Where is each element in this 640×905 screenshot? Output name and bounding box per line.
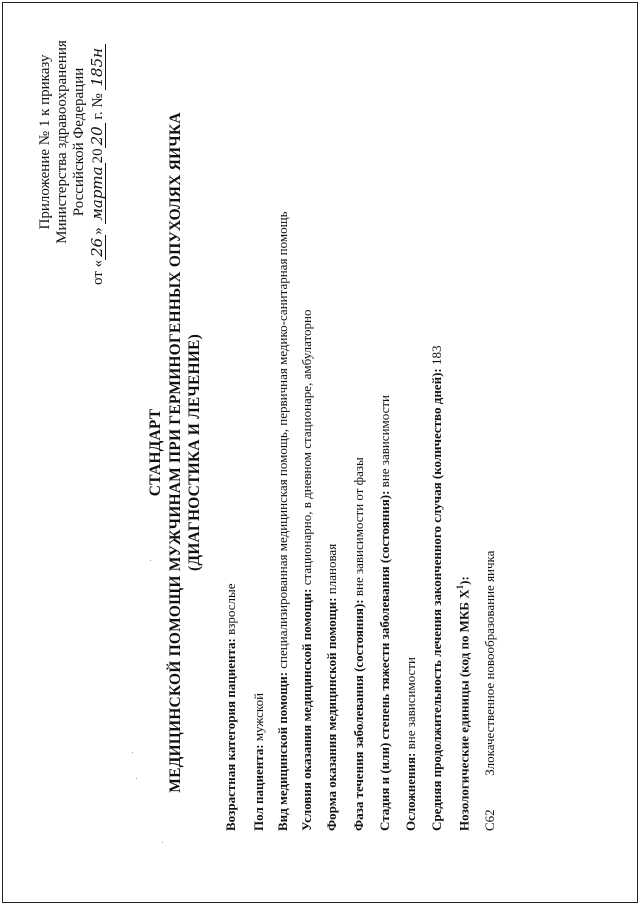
handwritten-month: марта bbox=[90, 163, 106, 223]
handwritten-day: 26 bbox=[90, 235, 106, 260]
document-title-line-2: (ДИАГНОСТИКА И ЛЕЧЕНИЕ) bbox=[186, 334, 203, 571]
field-age-category bbox=[224, 584, 237, 831]
field-disease-phase bbox=[352, 457, 365, 831]
year-prefix: 20 bbox=[90, 148, 106, 164]
field-value: 183 bbox=[429, 345, 444, 366]
field-sex bbox=[252, 693, 265, 831]
field-value: специализированная медицинская помощь, первичная медико-санитарная помощь bbox=[275, 211, 290, 669]
document-title-line-1: МЕДИЦИНСКОЙ ПОМОЩИ МУЖЧИНАМ ПРИ ГЕРМИНОГЕННЫХ ОПУХОЛЯХ ЯИЧКА bbox=[167, 112, 184, 793]
nosology-label: Нозологические единицы (код по МКБ X bbox=[456, 589, 472, 831]
field-value: вне зависимости bbox=[377, 395, 392, 488]
nosology-label-end: ): bbox=[456, 576, 472, 585]
field-label: Пол пациента: bbox=[251, 744, 266, 831]
field-label: Форма оказания медицинской помощи: bbox=[324, 597, 339, 831]
number-label: г. № bbox=[90, 93, 106, 120]
attachment-date-line bbox=[90, 44, 106, 285]
scan-speck bbox=[136, 778, 137, 779]
field-disease-stage bbox=[378, 395, 391, 831]
attachment-line-2: Министерства здравоохранения bbox=[54, 40, 70, 244]
field-label: Стадия и (или) степень тяжести заболевания (состояния): bbox=[377, 490, 392, 831]
handwritten-order-number: 185н bbox=[90, 44, 106, 90]
attachment-line-1: Приложение № 1 к приказу bbox=[37, 54, 53, 230]
icd-code: C62 bbox=[482, 809, 497, 831]
field-value: взрослые bbox=[223, 583, 238, 635]
field-care-form bbox=[325, 544, 338, 831]
field-average-duration bbox=[430, 346, 443, 831]
field-label: Вид медицинской помощи: bbox=[275, 671, 290, 831]
field-label: Фаза течения заболевания (состояния): bbox=[351, 599, 366, 831]
nosology-code-row bbox=[483, 551, 496, 831]
field-care-type bbox=[276, 211, 289, 831]
scan-speck bbox=[150, 560, 151, 561]
field-value: стационарно, в дневном стационаре, амбулаторно bbox=[299, 309, 314, 586]
icd-name: Злокачественное новообразование яичка bbox=[482, 550, 497, 776]
handwritten-year: 20 bbox=[90, 123, 106, 148]
field-value: вне зависимости bbox=[403, 657, 418, 750]
field-value: мужской bbox=[251, 692, 266, 742]
scan-speck bbox=[162, 842, 163, 843]
field-label: Условия оказания медицинской помощи: bbox=[299, 588, 314, 831]
date-mid: » bbox=[90, 227, 106, 235]
field-label: Возрастная категория пациента: bbox=[223, 638, 238, 831]
field-complications bbox=[404, 657, 417, 831]
field-care-conditions bbox=[300, 309, 313, 831]
scan-speck bbox=[132, 752, 133, 753]
date-prefix: от « bbox=[90, 259, 106, 285]
field-label: Средняя продолжительность лечения законченного случая (количество дней): bbox=[429, 368, 444, 831]
field-value: плановая bbox=[324, 543, 339, 595]
field-value: вне зависимости от фазы bbox=[351, 457, 366, 597]
standard-heading: СТАНДАРТ bbox=[147, 408, 164, 497]
nosology-heading bbox=[456, 576, 470, 831]
footnote-marker: 1 bbox=[455, 584, 465, 590]
attachment-line-3: Российской Федерации bbox=[71, 67, 87, 217]
field-label: Осложнения: bbox=[403, 752, 418, 831]
